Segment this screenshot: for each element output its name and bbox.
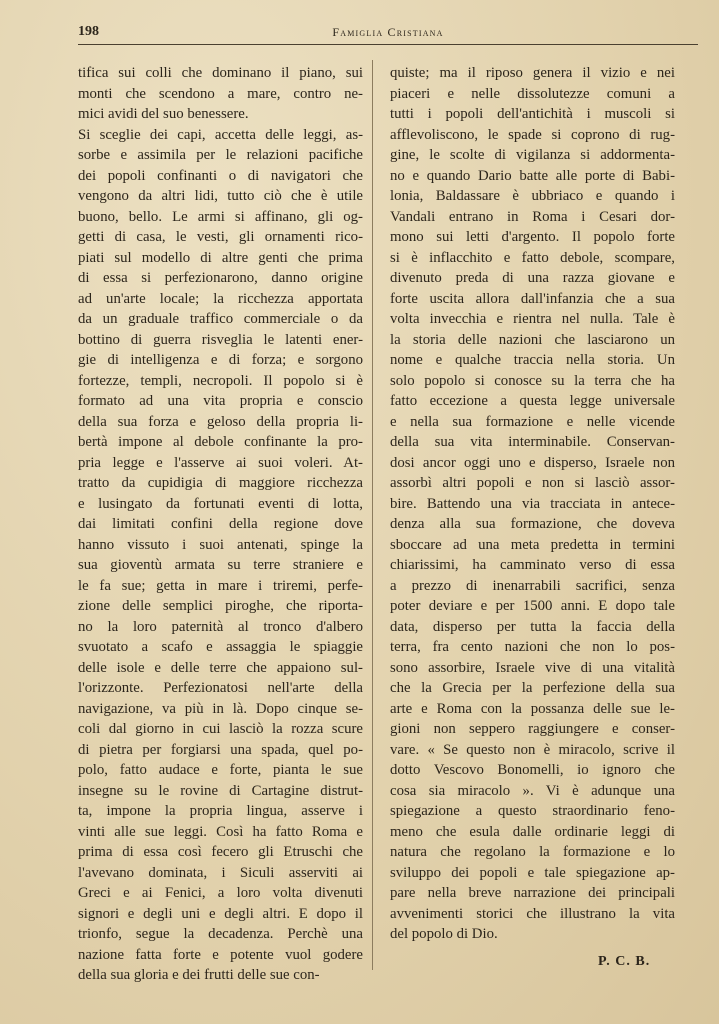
text-line: formato ad una vita propria e conscio (78, 393, 363, 409)
text-line: assorbì altri popoli e non si lasciò assor- (390, 475, 675, 491)
text-line: di essa si perfezionarono, danno origine (78, 270, 363, 286)
text-line: zione delle semplici piroghe, che riporta- (78, 598, 363, 614)
text-line: arte e Roma con la possanza delle sue le- (390, 700, 675, 717)
right-text-column (390, 63, 675, 945)
text-line: signori e degli uni e degli altri. E dopo il (78, 905, 363, 922)
text-line: polo, fatto audace e forte, pianta le sue (78, 762, 363, 778)
text-line: bottino di guerra risveglia le latenti ener- (78, 331, 363, 348)
text-line: vare. « Se questo non è miracolo, scrive il (390, 741, 675, 758)
text-line: sua gioventù armata su terre straniere e (78, 557, 363, 573)
text-line: gioni non seppero raggiungere e conser- (390, 721, 675, 737)
text-line: hanno vissuto i suoi antenati, spinge la (78, 536, 363, 553)
text-line: no e quando Dario batte alle porte di Babi- (390, 167, 675, 184)
text-line: pare nella breve narrazione dei principali (390, 885, 675, 901)
text-line: fatto eccezione a questa legge universale (390, 393, 675, 409)
text-line: le fa sue; getta in mare i triremi, perfe- (78, 577, 363, 594)
text-line: cosa sia miracolo ». Vi è adunque una (390, 782, 675, 799)
text-line: afflevoliscono, le spade si coprono di rug- (390, 126, 675, 143)
text-line: poter deviare e per 1500 anni. E dopo tale (390, 598, 675, 614)
text-line: solo popolo si conosce su la terra che ha (390, 372, 675, 389)
text-line: tutti i popoli dell'antichità i muscoli si (390, 106, 675, 122)
text-line: chiarissimi, ha camminato verso di essa (390, 557, 675, 573)
text-line: piaceri e nelle dissolutezze comuni a (390, 85, 675, 102)
text-line: nazione fatta forte e potente vuol godere (78, 946, 363, 963)
text-line: dotto Vescovo Bonomelli, io ignoro che (390, 762, 675, 778)
text-line: della sua gloria e dei frutti delle sue con- (78, 967, 320, 983)
text-line: sorbe e assimila per le relazioni pacifiche (78, 147, 363, 163)
text-line: piati sul modello di altre genti che prima (78, 249, 363, 266)
text-line: si è inflacchito e fatto debole, scompare, (390, 249, 675, 266)
text-line: la storia delle nazioni che lasciarono un (390, 331, 675, 348)
text-line: delle isole e delle terre che appaiono sul- (78, 659, 363, 676)
text-line: l'orizzonte. Perfezionatosi nell'arte della (78, 680, 363, 696)
page-number: 198 (78, 24, 99, 39)
text-line: volta invecchia e rientra nel nulla. Tale è (390, 311, 675, 327)
author-signature: P. C. B. (598, 954, 651, 969)
text-line: che la Grecia per la perfezione della sua (390, 680, 675, 696)
text-line: Si sceglie dei capi, accetta delle leggi, as- (78, 126, 363, 143)
text-line: tratto da cupidigia di maggiore ricchezza (78, 475, 363, 491)
text-line: natura che regolano la formazione e lo (390, 844, 675, 860)
text-line: bertà impone al debole confinante la pro- (78, 434, 363, 450)
running-title: Famiglia Cristiana (332, 25, 444, 39)
text-line: gie di intelligenza e di forza; e sorgono (78, 352, 363, 368)
text-line: ta, impone la propria lingua, asserve i (78, 803, 363, 819)
text-line: meno che esula dalle ordinarie leggi di (390, 823, 675, 840)
text-line: terra, fra cento nazioni che non lo pos- (390, 639, 675, 655)
text-line: navigazione, va più in là. Dopo cinque se- (78, 700, 363, 717)
text-line: pria legge e l'asserve ai suoi voleri. At- (78, 454, 363, 471)
text-line: data, disperso per tutta la faccia della (390, 618, 675, 635)
text-line: sboccare ad una meta predetta in termini (390, 536, 675, 553)
text-line: divenuto preda di una razza giovane e (390, 270, 675, 286)
text-line: fortezze, templi, necropoli. Il popolo si è (78, 372, 363, 389)
text-line: gine, le scolte di vigilanza si addormenta- (390, 147, 675, 163)
text-line: dai limitati confini della regione dove (78, 516, 363, 532)
page-header (78, 24, 698, 45)
text-line: della sua forza e geloso della propria li- (78, 413, 363, 430)
text-line: avvenimenti storici che illustrano la vita (390, 905, 675, 922)
text-line: spiegazione a questo straordinario feno- (390, 803, 675, 819)
text-line: del popolo di Dio. (390, 926, 498, 942)
text-line: denza alla sua formazione, che doveva (390, 516, 675, 532)
text-line: coli dal giorno in cui lasciò la rozza scure (78, 721, 363, 737)
text-line: buono, bello. Le armi si affinano, gli og- (78, 208, 363, 225)
text-line: sviluppo dei popoli e tale spiegazione ap- (390, 864, 675, 881)
text-line: da un graduale traffico commerciale o da (78, 311, 363, 327)
text-line: quiste; ma il riposo genera il vizio e nei (390, 65, 675, 81)
text-line: Vandali entrano in Roma i Cesari dor- (390, 208, 675, 225)
text-line: trionfo, segue la decadenza. Perchè una (78, 926, 363, 942)
column-divider (372, 60, 373, 970)
text-line: ad un'arte locale; la ricchezza apportata (78, 290, 363, 307)
text-line: e lusingato da fortunati eventi di lotta, (78, 495, 363, 512)
left-text-column (78, 63, 363, 986)
text-line: di pietra per forgiarsi una spada, quel po- (78, 741, 363, 758)
text-line: lonia, Baldassare è ubbriaco e quando i (390, 188, 675, 204)
text-line: mono sui letti d'argento. Il popolo forte (390, 229, 675, 245)
text-line: vinti alle sue leggi. Così ha fatto Roma e (78, 823, 363, 840)
text-line: l'avevano dominata, i Siculi asserviti ai (78, 864, 363, 881)
text-line: insegne su le rovine di Cartagine distrut- (78, 782, 363, 799)
text-line: Greci e ai Fenici, a loro volta divenuti (78, 885, 363, 901)
text-line: dosi ancor oggi uno e disperso, Israele non (390, 454, 675, 471)
text-line: monti che scendono a mare, contro ne- (78, 85, 363, 102)
text-line: prima di essa così fecero gli Etruschi che (78, 844, 363, 860)
text-line: dei popoli confinanti o di navigatori che (78, 167, 363, 184)
text-line: e nella sua formazione e nelle vicende (390, 413, 675, 430)
text-line: svuotato a scafo e assaggia le spiaggie (78, 639, 363, 655)
text-line: mici avidi del suo benessere. (78, 106, 249, 122)
text-line: nome e qualche traccia nella storia. Un (390, 352, 675, 368)
text-line: vengono da altri lidi, tutto ciò che è utile (78, 188, 363, 204)
text-line: tifica sui colli che dominano il piano, sui (78, 65, 363, 81)
text-line: getti di casa, le vesti, gli ornamenti rico- (78, 229, 363, 245)
text-line: sono assorbire, Israele vive di una vitalità (390, 659, 675, 676)
text-line: forte uscita allora dall'infanzia che a sua (390, 290, 675, 307)
text-line: a prezzo di inenarrabili sacrifici, senza (390, 577, 675, 594)
text-line: della sua vita interminabile. Conservan- (390, 434, 675, 450)
text-line: no la loro paternità al tronco d'albero (78, 618, 363, 635)
text-line: bire. Battendo una via tracciata in antece- (390, 495, 675, 512)
